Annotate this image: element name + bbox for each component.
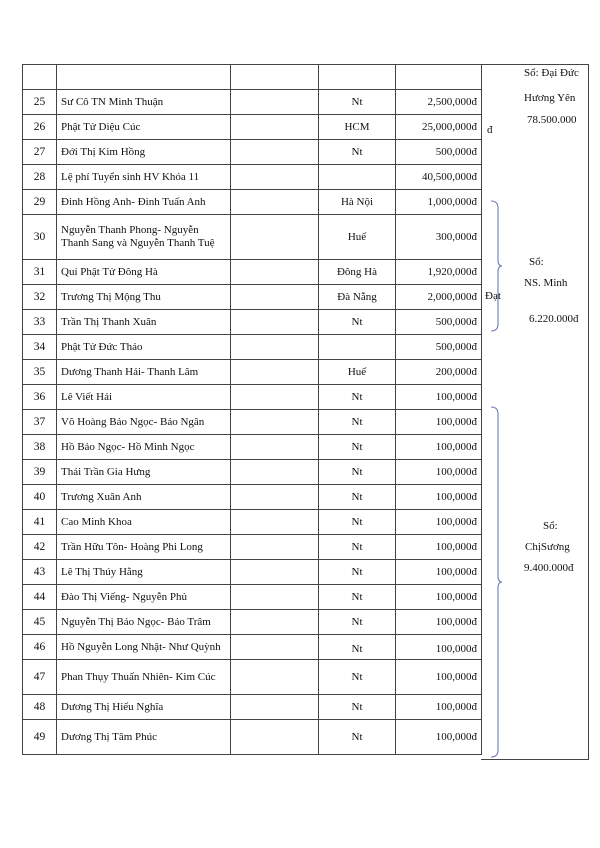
table-row — [23, 510, 482, 535]
extra-cell — [231, 695, 319, 720]
table-row — [23, 360, 482, 385]
extra-cell — [231, 720, 319, 755]
row-number: 25 — [23, 90, 57, 115]
amount-cell: 100,000đ — [396, 635, 482, 660]
row-number: 32 — [23, 285, 57, 310]
amount-cell: 500,000đ — [396, 310, 482, 335]
row-number: 36 — [23, 385, 57, 410]
extra-cell — [231, 385, 319, 410]
donor-name: Nguyễn Thị Bảo Ngọc- Bảo Trâm — [57, 610, 231, 635]
extra-cell — [231, 560, 319, 585]
amount-cell: 1,920,000đ — [396, 260, 482, 285]
row-number: 48 — [23, 695, 57, 720]
amount-cell: 500,000đ — [396, 335, 482, 360]
donor-name: Lê Thị Thúy Hằng — [57, 560, 231, 585]
row-number: 38 — [23, 435, 57, 460]
place-cell: Nt — [319, 90, 396, 115]
row-number: 37 — [23, 410, 57, 435]
place-cell: Huế — [319, 215, 396, 260]
place-cell — [319, 65, 396, 90]
table-row — [23, 560, 482, 585]
amount-cell: 100,000đ — [396, 695, 482, 720]
place-cell: Nt — [319, 140, 396, 165]
place-cell: Huế — [319, 360, 396, 385]
table-row — [23, 635, 482, 660]
donor-name: Võ Hoàng Bảo Ngọc- Bảo Ngân — [57, 410, 231, 435]
place-cell: Nt — [319, 535, 396, 560]
donor-name: Phật Tử Đức Thảo — [57, 335, 231, 360]
donor-name: Nguyễn Thanh Phong- Nguyễn Thanh Sang và Nguyễn Thanh Tuệ — [57, 215, 231, 260]
extra-cell — [231, 485, 319, 510]
place-cell: Nt — [319, 585, 396, 610]
group1-label: Sổ: Đại Đức — [524, 67, 579, 79]
row-number: 40 — [23, 485, 57, 510]
row-number: 46 — [23, 635, 57, 660]
amount-cell: 100,000đ — [396, 435, 482, 460]
table-row — [23, 115, 482, 140]
row-number: 29 — [23, 190, 57, 215]
table-row — [23, 140, 482, 165]
row-number: 31 — [23, 260, 57, 285]
table-row — [23, 385, 482, 410]
donor-name: Đới Thị Kim Hồng — [57, 140, 231, 165]
amount-cell: 200,000đ — [396, 360, 482, 385]
amount-cell: 100,000đ — [396, 485, 482, 510]
extra-cell — [231, 610, 319, 635]
table-row — [23, 610, 482, 635]
extra-cell — [231, 435, 319, 460]
group1-currency: đ — [487, 124, 493, 136]
donor-name: Dương Thị Hiếu Nghĩa — [57, 695, 231, 720]
row-number: 47 — [23, 660, 57, 695]
donor-name: Hồ Bảo Ngọc- Hồ Minh Ngọc — [57, 435, 231, 460]
donor-name: Trương Xuân Anh — [57, 485, 231, 510]
place-cell: Nt — [319, 720, 396, 755]
ledger-body — [23, 65, 482, 755]
place-cell: Hà Nội — [319, 190, 396, 215]
table-row — [23, 435, 482, 460]
donation-ledger-table — [22, 64, 482, 755]
extra-cell — [231, 660, 319, 695]
group2-name: NS. Minh — [524, 277, 568, 289]
place-cell: Nt — [319, 635, 396, 660]
amount-cell — [396, 65, 482, 90]
amount-cell: 100,000đ — [396, 660, 482, 695]
extra-cell — [231, 460, 319, 485]
table-row — [23, 585, 482, 610]
extra-cell — [231, 310, 319, 335]
row-number — [23, 65, 57, 90]
table-row — [23, 310, 482, 335]
extra-cell — [231, 285, 319, 310]
place-cell — [319, 335, 396, 360]
amount-cell: 100,000đ — [396, 585, 482, 610]
place-cell: HCM — [319, 115, 396, 140]
donor-name: Trần Hữu Tôn- Hoàng Phi Long — [57, 535, 231, 560]
donor-name: Đinh Hồng Anh- Đinh Tuấn Anh — [57, 190, 231, 215]
row-number: 30 — [23, 215, 57, 260]
amount-cell: 100,000đ — [396, 560, 482, 585]
amount-cell: 2,500,000đ — [396, 90, 482, 115]
group3-name: ChịSương — [525, 541, 570, 553]
place-cell — [319, 165, 396, 190]
group2-brace-icon — [489, 200, 503, 332]
table-row — [23, 660, 482, 695]
extra-cell — [231, 410, 319, 435]
amount-cell: 1,000,000đ — [396, 190, 482, 215]
row-number: 42 — [23, 535, 57, 560]
table-row — [23, 535, 482, 560]
donor-name: Trương Thị Mộng Thu — [57, 285, 231, 310]
row-number: 26 — [23, 115, 57, 140]
amount-cell: 100,000đ — [396, 535, 482, 560]
table-row — [23, 65, 482, 90]
group3-brace-icon — [489, 406, 503, 758]
place-cell: Nt — [319, 510, 396, 535]
donor-name — [57, 65, 231, 90]
extra-cell — [231, 635, 319, 660]
place-cell: Nt — [319, 610, 396, 635]
donor-name: Hồ Nguyễn Long Nhật- Như Quỳnh — [57, 635, 231, 660]
extra-cell — [231, 585, 319, 610]
donor-name: Lê Viết Hải — [57, 385, 231, 410]
group2-status: Đạt — [485, 290, 501, 302]
donor-name: Sư Cô TN Minh Thuận — [57, 90, 231, 115]
place-cell: Nt — [319, 460, 396, 485]
donor-name: Trần Thị Thanh Xuân — [57, 310, 231, 335]
donor-name: Đào Thị Viếng- Nguyễn Phủ — [57, 585, 231, 610]
amount-cell: 300,000đ — [396, 215, 482, 260]
donor-name: Dương Thanh Hải- Thanh Lâm — [57, 360, 231, 385]
table-row — [23, 215, 482, 260]
table-row — [23, 165, 482, 190]
extra-cell — [231, 65, 319, 90]
donor-name: Phan Thụy Thuấn Nhiên- Kim Cúc — [57, 660, 231, 695]
amount-cell: 100,000đ — [396, 610, 482, 635]
table-row — [23, 190, 482, 215]
group3-label: Sổ: — [543, 520, 558, 532]
extra-cell — [231, 335, 319, 360]
table-row — [23, 720, 482, 755]
row-number: 33 — [23, 310, 57, 335]
place-cell: Đà Nẵng — [319, 285, 396, 310]
table-row — [23, 410, 482, 435]
donor-name: Thái Trần Gia Hưng — [57, 460, 231, 485]
row-number: 35 — [23, 360, 57, 385]
extra-cell — [231, 115, 319, 140]
amount-cell: 100,000đ — [396, 385, 482, 410]
group1-name: Hương Yên — [524, 92, 576, 104]
place-cell: Nt — [319, 560, 396, 585]
place-cell: Nt — [319, 485, 396, 510]
row-number: 43 — [23, 560, 57, 585]
row-number: 28 — [23, 165, 57, 190]
table-row — [23, 460, 482, 485]
place-cell: Nt — [319, 410, 396, 435]
table-row — [23, 90, 482, 115]
group2-total: 6.220.000đ — [529, 313, 579, 325]
table-row — [23, 485, 482, 510]
donor-name: Quí Phật Tử Đông Hà — [57, 260, 231, 285]
table-row — [23, 695, 482, 720]
table-row — [23, 285, 482, 310]
extra-cell — [231, 260, 319, 285]
group3-total: 9.400.000đ — [524, 562, 574, 574]
extra-cell — [231, 190, 319, 215]
group1-total: 78.500.000 — [527, 114, 577, 126]
table-row — [23, 335, 482, 360]
amount-cell: 25,000,000đ — [396, 115, 482, 140]
row-number: 44 — [23, 585, 57, 610]
extra-cell — [231, 360, 319, 385]
donor-name: Lệ phí Tuyển sinh HV Khóa 11 — [57, 165, 231, 190]
extra-cell — [231, 535, 319, 560]
row-number: 27 — [23, 140, 57, 165]
amount-cell: 40,500,000đ — [396, 165, 482, 190]
amount-cell: 100,000đ — [396, 460, 482, 485]
row-number: 34 — [23, 335, 57, 360]
place-cell: Nt — [319, 695, 396, 720]
donor-name: Cao Minh Khoa — [57, 510, 231, 535]
extra-cell — [231, 140, 319, 165]
row-number: 45 — [23, 610, 57, 635]
place-cell: Đông Hà — [319, 260, 396, 285]
amount-cell: 100,000đ — [396, 410, 482, 435]
group2-label: Sổ: — [529, 256, 544, 268]
table-row — [23, 260, 482, 285]
row-number: 41 — [23, 510, 57, 535]
extra-cell — [231, 510, 319, 535]
donor-name: Phật Tử Diệu Cúc — [57, 115, 231, 140]
extra-cell — [231, 90, 319, 115]
donor-name: Dương Thị Tâm Phúc — [57, 720, 231, 755]
place-cell: Nt — [319, 435, 396, 460]
place-cell: Nt — [319, 660, 396, 695]
amount-cell: 500,000đ — [396, 140, 482, 165]
amount-cell: 100,000đ — [396, 720, 482, 755]
amount-cell: 2,000,000đ — [396, 285, 482, 310]
amount-cell: 100,000đ — [396, 510, 482, 535]
place-cell: Nt — [319, 385, 396, 410]
place-cell: Nt — [319, 310, 396, 335]
extra-cell — [231, 215, 319, 260]
extra-cell — [231, 165, 319, 190]
row-number: 49 — [23, 720, 57, 755]
row-number: 39 — [23, 460, 57, 485]
